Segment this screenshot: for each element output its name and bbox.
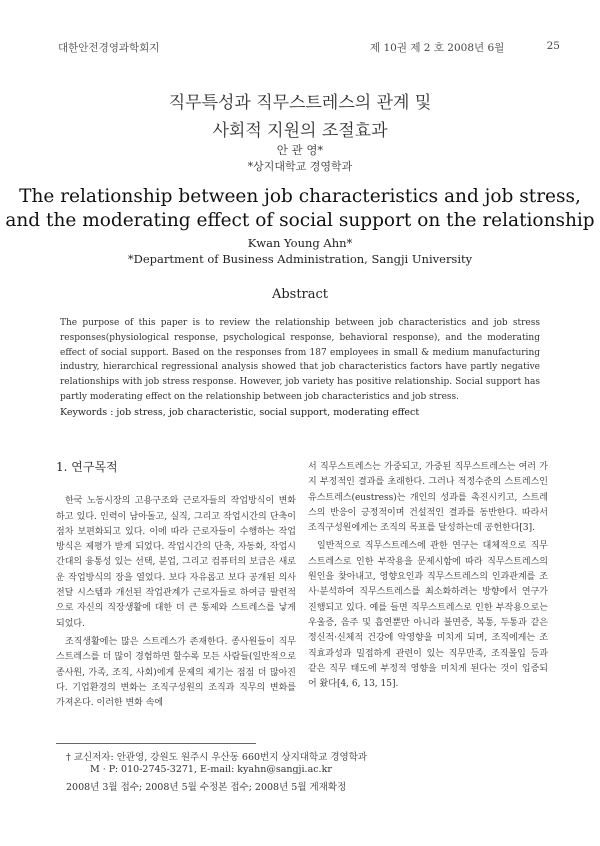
footnote-dates: 2008년 3월 접수; 2008년 5월 수정본 접수; 2008년 5월 게재확정 xyxy=(66,782,347,793)
body-paragraph: 일반적으로 직무스트레스에 관한 연구는 대체적으로 직무스트레스로 인한 부작용을 문제시함에 따라 직무스트레스의 원인을 찾아내고, 영향요인과 직무스트레스의 인과관계를 조사·분석하여 직무스트레스를 최소화하려는 방향에서 연구가 진행되고 있다. 예를 들면 직무스트레스로 인한 부작용으로는 우울증, 음주 및 흡연뿐만 아니라 불면증, 복통, 두통과 같은 정신적·신체적 건강에 악영향을 미치게 되며, 조직에게는 조직효과성과 밀접하게 관련이 있는 직무만족, 조직몰입 등과 같은 직무 태도에 부정적 영향을 미치게 된다는 것이 입증되어 왔다[4, 6, 13, 15]. xyxy=(308,541,548,690)
section-title: 1. 연구목적 xyxy=(56,460,118,474)
keywords: Keywords : job stress, job characteristic, social support, moderating effect xyxy=(60,407,420,418)
footnote-contact: M · P: 010-2745-3271, E-mail: kyahn@sangji.ac.kr xyxy=(90,764,332,775)
abstract-body: The purpose of this paper is to review the relationship between job characteristics and job stress responses(physiological response, psychological response, behavioral response), and the moderating effect of social support. Based on the responses from 187 employees in small & medium manufacturing industry, hierarchical regressional analysis showed that job characteristics factors have partly negative relationships with job stress response. However, job variety has positive relationship. Social support has partly moderating effect on the relationship between job characteristics and job stress. xyxy=(60,318,540,402)
english-affiliation: *Department of Business Administration, Sangji University xyxy=(127,252,473,266)
abstract-heading: Abstract xyxy=(271,287,329,302)
english-author: Kwan Young Ahn* xyxy=(247,236,353,250)
english-title-line2: and the moderating effect of social support on the relationship xyxy=(5,210,595,231)
body-paragraph: 조직생활에는 많은 스트레스가 존재한다. 종사원들이 직무스트레스를 더 많이 경험하면 할수록 모든 사람들(일반적으로 종사원, 가족, 조직, 사회)에게 문제의 제기는 점점 더 많아진다. 기업환경의 변화는 조직구성원의 조직과 직무의 변화를 가져온다. 이러한 변화 속에 xyxy=(56,636,296,709)
page-number: 25 xyxy=(546,40,560,52)
journal-name: 대한안전경영과학회지 xyxy=(58,42,160,54)
body-paragraph: 서 직무스트레스는 가중되고, 가중된 직무스트레스는 여러 가지 부정적인 결과를 초래한다. 그러나 적정수준의 스트레스인 유스트레스(eustress)는 개인의 성과를 촉진시키고, 스트레스의 반응이 긍정적이며 건설적인 결과를 동반한다. 따라서 조직구성원에게는 조직의 목표를 달성하는데 공헌한다[3]. xyxy=(308,462,548,534)
right-column xyxy=(308,460,548,695)
korean-author: 안 관 영* xyxy=(276,143,324,157)
body-paragraph: 한국 노동시장의 고용구조와 근로자들의 작업방식이 변화하고 있다. 인력이 남아돌고, 실직, 그리고 작업시간의 단축이 점차 보편화되고 있다. 이에 따라 근로자들이 수행하는 작업방식은 제평가 받게 되었다. 작업시간의 단축, 자동화, 작업시간대의 융통성 있는 선택, 분업, 그리고 컴퓨터의 보급은 새로운 작업방식의 장을 열었다. 보다 자유롭고 보다 공개된 의사전달 시스템과 개선된 작업관계가 근로자들로 하여금 팔련적으로 자신의 직장생활에 대한 더 큰 통제와 스트레스를 낳게 되었다. xyxy=(56,496,296,629)
footnote-divider xyxy=(56,743,256,744)
footnote-corresponding-author: † 교신저자: 안관영, 강원도 원주시 우산동 660번지 상지대학교 경영학과 xyxy=(66,752,368,763)
english-title-line1: The relationship between job characteristics and job stress, xyxy=(19,186,581,207)
korean-title-line2: 사회적 지원의 조절효과 xyxy=(212,121,388,141)
korean-affiliation: *상지대학교 경영학과 xyxy=(247,160,353,173)
running-head xyxy=(40,40,560,54)
left-column xyxy=(56,460,296,714)
korean-title-line1: 직무특성과 직무스트레스의 관계 및 xyxy=(168,93,432,113)
issue-info: 제 10권 제 2 호 2008년 6월 xyxy=(370,42,505,54)
